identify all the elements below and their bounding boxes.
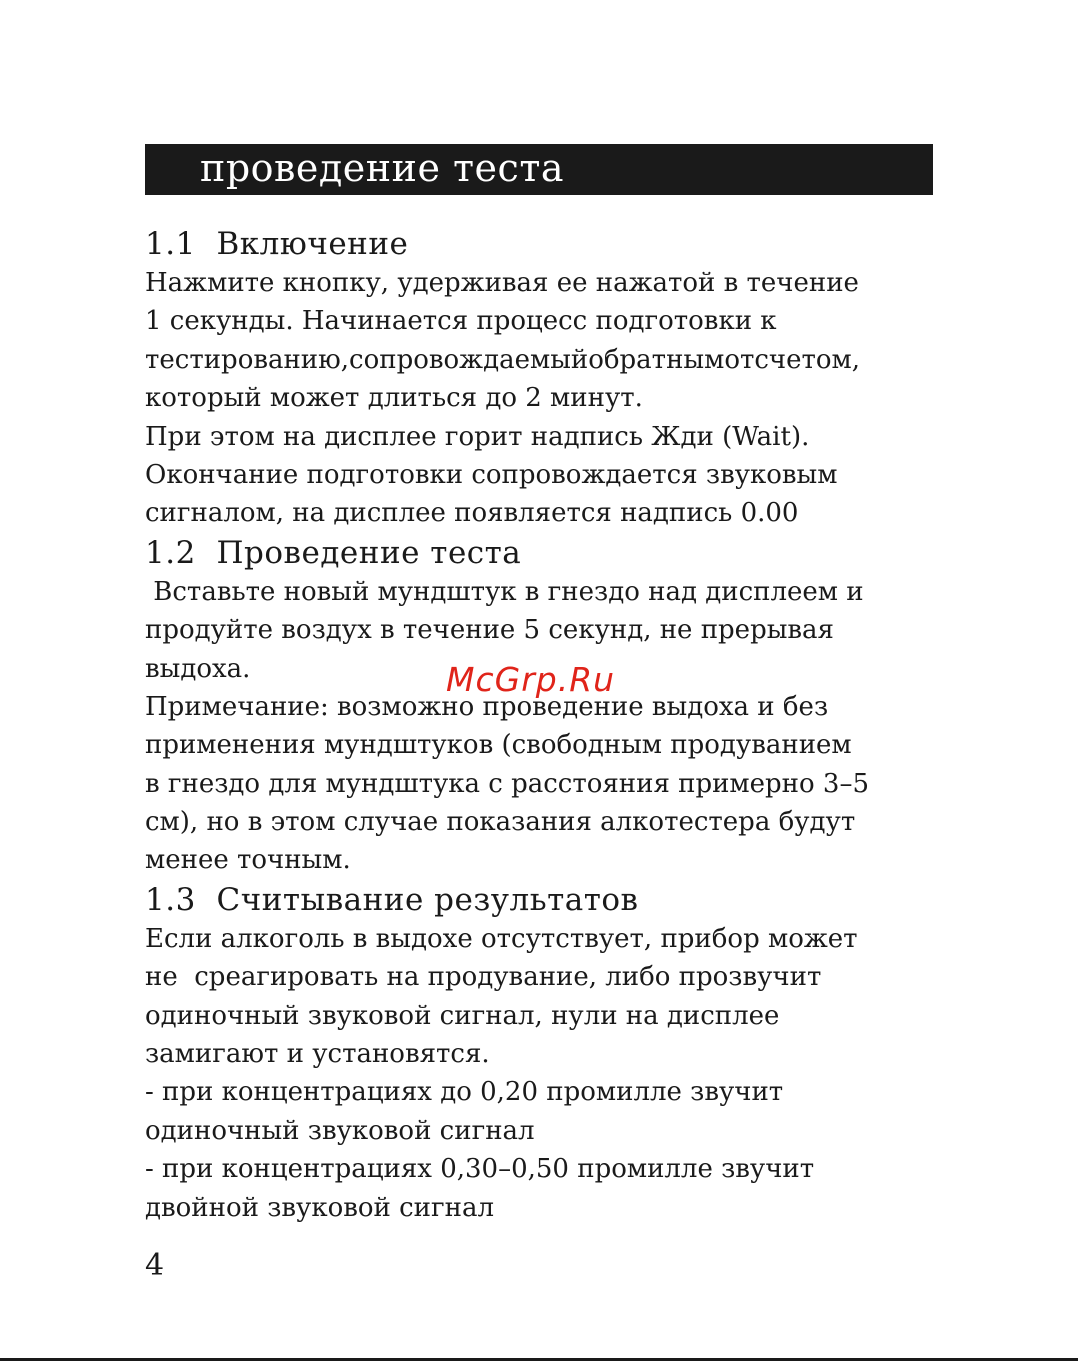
paragraph-line: одиночный звуковой сигнал xyxy=(145,1115,535,1146)
bottom-rule xyxy=(0,1358,1078,1361)
paragraph-line: Вставьте новый мундштук в гнездо над дисплеем и xyxy=(145,576,864,607)
section-heading-results: 1.3 Считывание результатов xyxy=(145,881,639,918)
paragraph-line: сигналом, на дисплее появляется надпись 0.00 xyxy=(145,498,799,529)
paragraph-line: в гнездо для мундштука с расстояния примерно 3–5 xyxy=(145,768,870,799)
section-heading-switch-on: 1.1 Включение xyxy=(145,226,409,262)
paragraph-line: Примечание: возможно проведение выдоха и без xyxy=(145,691,829,722)
paragraph-line: Если алкоголь в выдохе отсутствует, прибор может xyxy=(145,923,858,954)
paragraph-line: Окончание подготовки сопровождается звуковым xyxy=(145,459,838,490)
paragraph-line: не среагировать на продувание, либо прозвучит xyxy=(145,962,822,993)
paragraph-line: - при концентрациях до 0,20 промилле звучит xyxy=(145,1077,784,1108)
paragraph-line: менее точным. xyxy=(145,845,351,876)
paragraph-line: замигают и установятся. xyxy=(145,1039,490,1070)
paragraph-line: продуйте воздух в течение 5 секунд, не прерывая xyxy=(145,615,834,646)
paragraph-line: 1 секунды. Начинается процесс подготовки к xyxy=(145,306,777,337)
paragraph-line: При этом на дисплее горит надпись Жди (Wait). xyxy=(145,421,810,452)
paragraph-line: применения мундштуков (свободным продуванием xyxy=(145,730,852,761)
paragraph-line: - при концентрациях 0,30–0,50 промилле звучит xyxy=(145,1154,815,1185)
page-number: 4 xyxy=(145,1248,165,1283)
paragraph-line: см), но в этом случае показания алкотестера будут xyxy=(145,807,856,838)
paragraph-line: выдоха. xyxy=(145,653,251,684)
paragraph-line: Нажмите кнопку, удерживая ее нажатой в течение xyxy=(145,268,859,298)
watermark: McGrp.Ru xyxy=(446,660,616,699)
page-title: проведение теста xyxy=(145,144,933,195)
paragraph-line: который может длиться до 2 минут. xyxy=(145,383,643,414)
document-body xyxy=(145,224,935,1227)
section-heading-test: 1.2 Проведение теста xyxy=(145,534,522,571)
paragraph-line: двойной звуковой сигнал xyxy=(145,1192,494,1223)
paragraph-line: тестированию,сопровождаемыйобратнымотсчетом, xyxy=(145,344,861,375)
paragraph-line: одиночный звуковой сигнал, нули на дисплее xyxy=(145,1000,780,1031)
